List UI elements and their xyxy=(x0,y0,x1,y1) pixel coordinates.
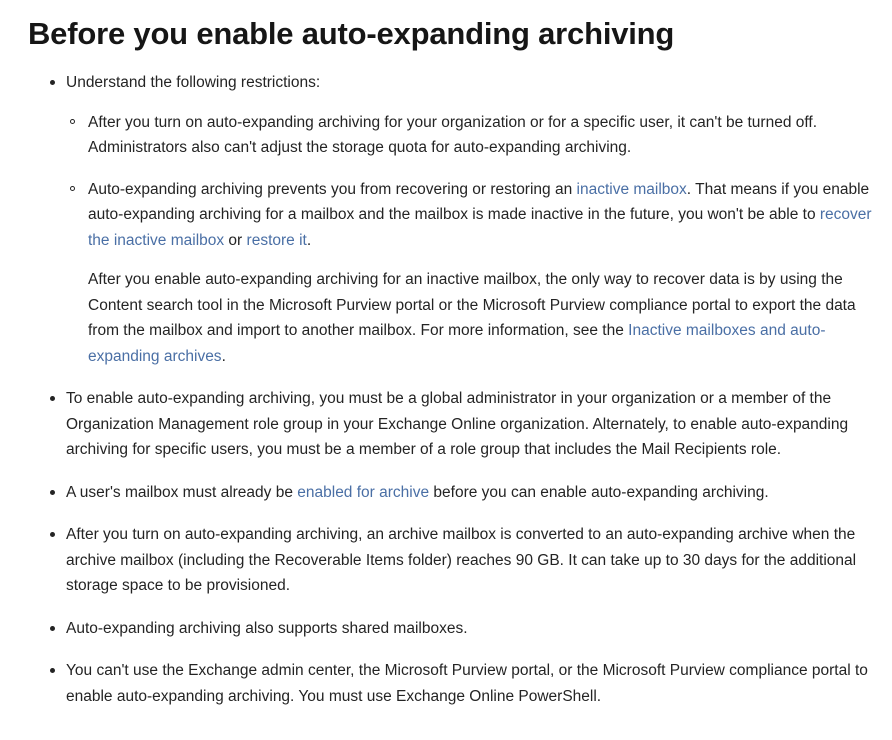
body-text: or xyxy=(224,231,247,249)
inline-link[interactable]: enabled for archive xyxy=(297,483,430,501)
rich-text xyxy=(66,526,856,594)
rich-text xyxy=(66,484,769,501)
body-text: After you turn on auto-expanding archiving, an archive mailbox is converted to an auto-expanding archive when the archive mailbox (including the Recoverable Items folder) reaches 90 GB. It can take up to 30 days for the additional storage space to be provisioned. xyxy=(66,526,857,594)
list-item xyxy=(66,110,880,161)
inactive-mailbox-note xyxy=(88,267,880,369)
body-text: before you can enable auto-expanding archiving. xyxy=(429,483,769,501)
inline-link[interactable]: Inactive mailboxes and auto-expanding archives xyxy=(88,322,826,365)
inline-link[interactable]: inactive mailbox xyxy=(576,180,687,198)
body-text: Auto-expanding archiving prevents you from recovering or restoring an xyxy=(88,180,577,198)
body-text: To enable auto-expanding archiving, you must be a global administrator in your organization or a member of the Organization Management role group in your Exchange Online organization. Alternately, to enable auto-expanding archiving for specific users, you must be a member of a role group that includes the Mail Recipients role. xyxy=(66,390,849,458)
list-item xyxy=(28,386,880,463)
rich-text xyxy=(88,181,872,249)
restrictions-list xyxy=(28,70,880,709)
body-text: Auto-expanding archiving also supports shared mailboxes. xyxy=(66,619,468,637)
rich-text xyxy=(66,390,848,458)
body-text: You can't use the Exchange admin center, the Microsoft Purview portal, or the Microsoft Purview compliance portal to enable auto-expanding archiving. You must use Exchange Online PowerShell. xyxy=(66,662,868,705)
list-item xyxy=(28,616,880,642)
sub-restrictions-list xyxy=(66,110,880,370)
rich-text xyxy=(66,662,868,705)
body-text: . xyxy=(221,347,226,365)
intro-text: Understand the following restrictions: xyxy=(66,74,321,91)
list-item xyxy=(28,70,880,369)
rich-text xyxy=(88,114,817,157)
body-text: . That means if you enable auto-expanding archiving for a mailbox and the mailbox is made inactive in the future, you won't be able to xyxy=(88,180,870,223)
list-item xyxy=(66,177,880,370)
list-item xyxy=(28,522,880,599)
body-text: A user's mailbox must already be xyxy=(66,483,298,501)
body-text: After you turn on auto-expanding archiving for your organization or for a specific user, it can't be turned off. Administrators also can't adjust the storage quota for auto-expanding archiving. xyxy=(88,113,818,156)
list-item xyxy=(28,658,880,709)
list-item xyxy=(28,480,880,506)
body-text: After you enable auto-expanding archiving for an inactive mailbox, the only way to recover data is by using the Content search tool in the Microsoft Purview portal or the Microsoft Purview compliance portal to export the data from the mailbox and import to another mailbox. For more information, see the xyxy=(88,271,856,339)
rich-text xyxy=(66,620,468,637)
page-title: Before you enable auto-expanding archiving xyxy=(28,16,675,51)
rich-text xyxy=(88,271,856,365)
inline-link[interactable]: restore it xyxy=(246,231,307,249)
body-text: . xyxy=(306,231,312,249)
inline-link[interactable]: recover the inactive mailbox xyxy=(88,206,872,249)
